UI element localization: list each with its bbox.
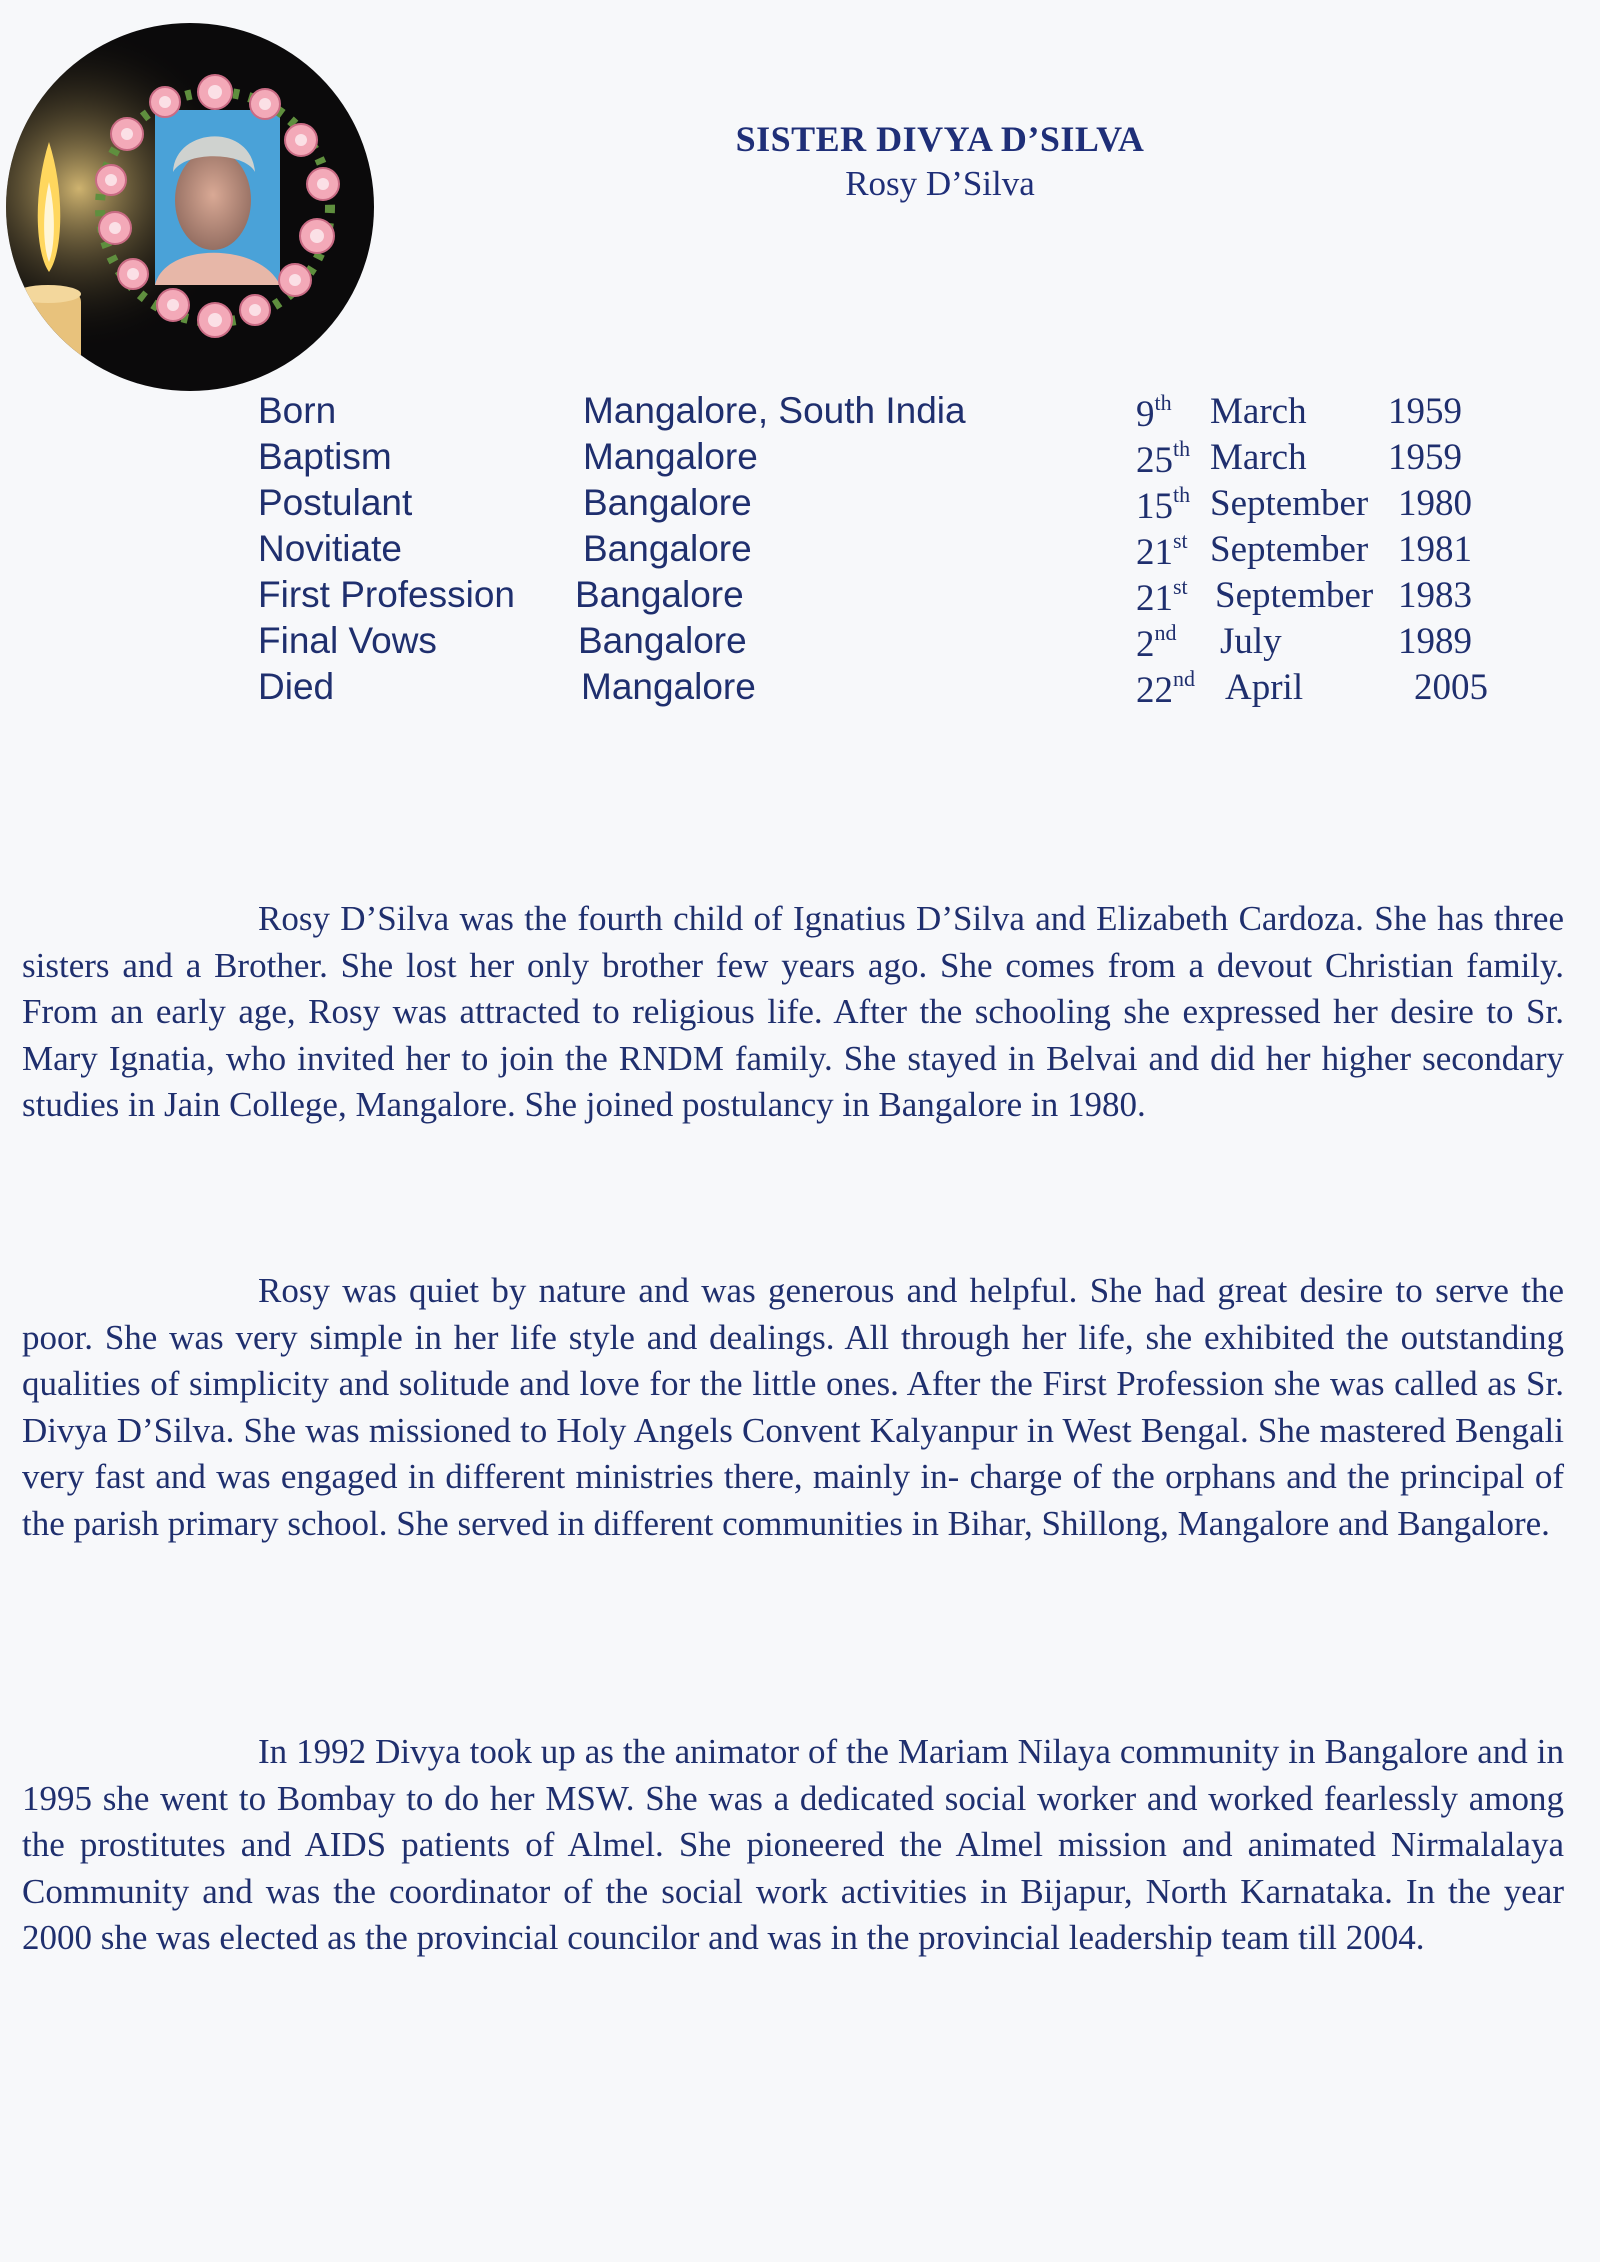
day-number: 15: [1136, 486, 1173, 527]
day-suffix: st: [1173, 574, 1188, 599]
day-number: 25: [1136, 440, 1173, 481]
day-number: 21: [1136, 578, 1173, 619]
paragraph-text: In 1992 Divya took up as the animator of the Mariam Nilaya community in Bangalore and in 1995 she went to Bombay to do her MSW. She was a dedicated social worker and worked fearlessly among the prostitutes and AIDS patients of Almel. She pioneered the Almel mission and animated Nirmalalaya Community and was the coordinator of the social work activities in Bijapur, North Karnataka. In the year 2000 she was elected as the provincial councilor and was in the provincial leadership team till 2004.: [22, 1732, 1564, 1957]
milestone-row: [258, 620, 1508, 666]
paragraph-text: Rosy D’Silva was the fourth child of Ignatius D’Silva and Elizabeth Cardoza. She has three sisters and a Brother. She lost her only brother few years ago. She comes from a devout Christian family. From an early age, Rosy was attracted to religious life. After the schooling she expressed her desire to Sr. Mary Ignatia, who invited her to join the RNDM family. She stayed in Belvai and did her higher secondary studies in Jain College, Mangalore. She joined postulancy in Bangalore in 1980.: [22, 899, 1564, 1124]
milestone-year: 1989: [1398, 621, 1472, 662]
milestone-list: [258, 390, 1508, 712]
milestone-year: 1959: [1388, 391, 1462, 432]
milestone-place: Mangalore: [581, 666, 756, 707]
milestone-day: [1136, 528, 1188, 574]
milestone-day: [1136, 666, 1195, 712]
milestone-day: [1136, 390, 1172, 436]
milestone-row: [258, 666, 1508, 712]
page-subtitle: Rosy D’Silva: [845, 164, 1035, 203]
paragraph-ministry: [22, 1268, 1564, 1547]
day-number: 2: [1136, 624, 1155, 665]
milestone-row: [258, 482, 1508, 528]
milestone-month: March: [1210, 391, 1307, 432]
milestone-row: [258, 574, 1508, 620]
milestone-event: Postulant: [258, 482, 413, 523]
milestone-day: [1136, 620, 1177, 666]
milestone-place: Mangalore: [583, 436, 758, 477]
milestone-row: [258, 436, 1508, 482]
milestone-event: Born: [258, 390, 337, 431]
milestone-place: Bangalore: [583, 528, 752, 569]
milestone-month: September: [1215, 575, 1374, 616]
milestone-day: [1136, 574, 1188, 620]
milestone-place: Bangalore: [575, 574, 744, 615]
milestone-year: 1983: [1398, 575, 1472, 616]
day-suffix: st: [1173, 528, 1188, 553]
milestone-row: [258, 390, 1508, 436]
milestone-place: Bangalore: [578, 620, 747, 661]
milestone-month: September: [1210, 529, 1369, 570]
milestone-month: March: [1210, 437, 1307, 478]
day-suffix: nd: [1173, 666, 1195, 691]
milestone-year: 1959: [1388, 437, 1462, 478]
paragraph-text: Rosy was quiet by nature and was generous and helpful. She had great desire to serve the poor. She was very simple in her life style and dealings. All through her life, she exhibited the outstanding qualities of simplicity and solitude and love for the little ones. After the First Profession she was called as Sr. Divya D’Silva. She was missioned to Holy Angels Convent Kalyanpur in West Bengal. She mastered Bengali very fast and was engaged in different ministries there, mainly in- charge of the orphans and the principal of the parish primary school. She served in different communities in Bihar, Shillong, Mangalore and Bangalore.: [22, 1271, 1564, 1543]
day-number: 22: [1136, 670, 1173, 711]
day-suffix: th: [1154, 390, 1172, 415]
paragraph-early-life: [22, 896, 1564, 1129]
day-number: 21: [1136, 532, 1173, 573]
milestone-year: 1980: [1398, 483, 1472, 524]
milestone-event: First Profession: [258, 574, 516, 615]
milestone-event: Novitiate: [258, 528, 402, 569]
milestone-month: July: [1220, 621, 1282, 662]
day-number: 9: [1136, 394, 1155, 435]
memorial-portrait: [5, 22, 375, 392]
milestone-day: [1136, 482, 1190, 528]
milestone-place: Bangalore: [583, 482, 752, 523]
milestone-year: 2005: [1414, 667, 1488, 708]
page-title: SISTER DIVYA D’SILVA: [735, 119, 1145, 159]
day-suffix: th: [1173, 436, 1191, 461]
milestone-month: September: [1210, 483, 1369, 524]
milestone-row: [258, 528, 1508, 574]
candle-icon: [15, 292, 81, 392]
day-suffix: nd: [1154, 620, 1177, 645]
milestone-day: [1136, 436, 1190, 482]
milestone-event: Died: [258, 666, 335, 707]
milestone-event: Baptism: [258, 436, 392, 477]
milestone-event: Final Vows: [258, 620, 437, 661]
milestone-place: Mangalore, South India: [583, 390, 966, 431]
milestone-year: 1981: [1398, 529, 1472, 570]
day-suffix: th: [1173, 482, 1191, 507]
milestone-month: April: [1225, 667, 1304, 708]
paragraph-social-work: [22, 1729, 1564, 1962]
